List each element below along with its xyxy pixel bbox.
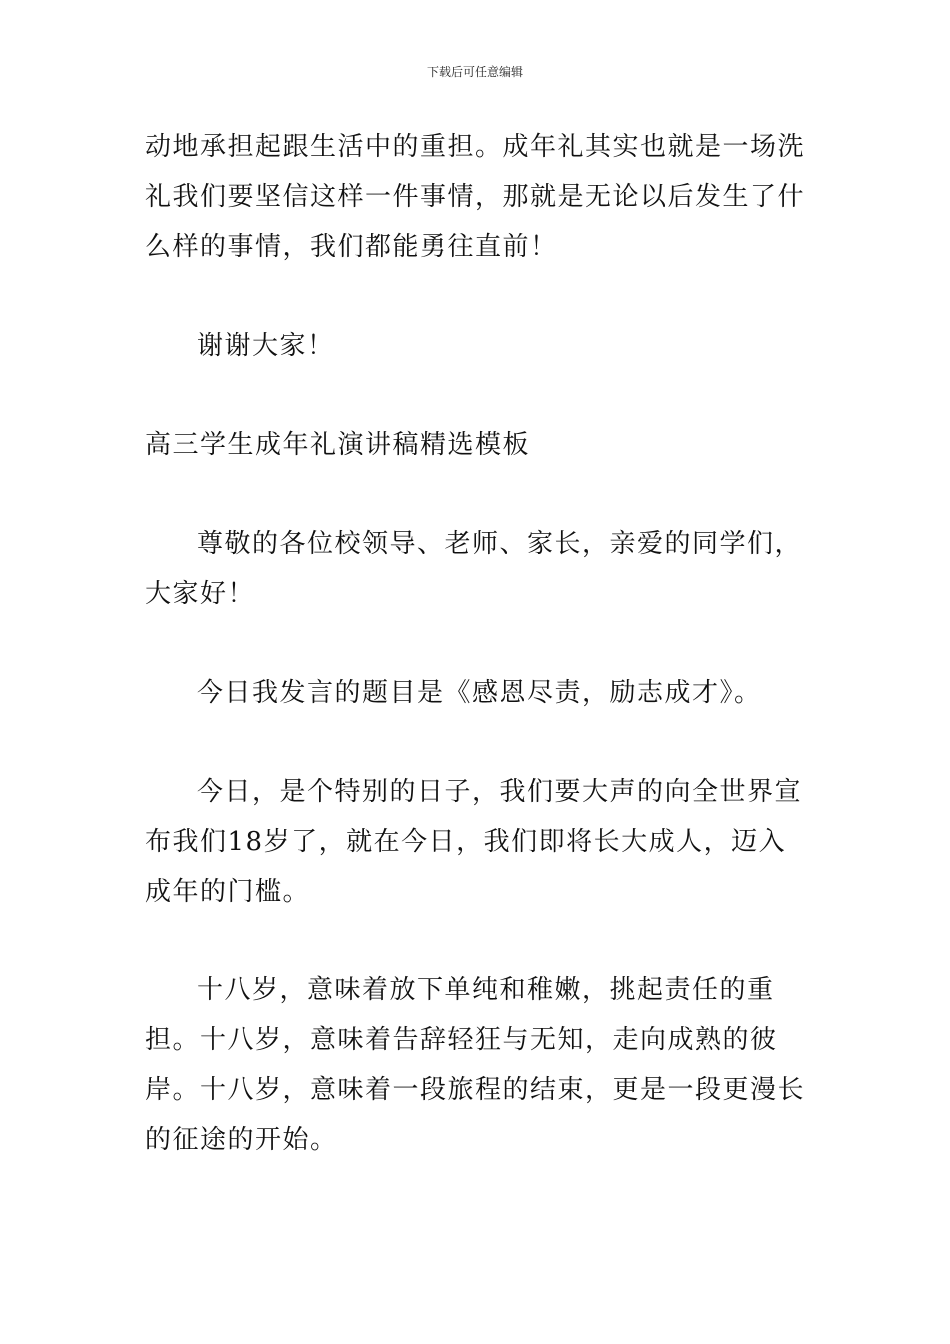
section-title: 高三学生成年礼演讲稿精选模板 [145, 430, 531, 460]
paragraph-today: 今日，是个特别的日子，我们要大声的向全世界宣布我们18岁了，就在今日，我们即将长大成人，迈入成年的门槛。 [145, 777, 803, 907]
paragraph-eighteen: 十八岁，意味着放下单纯和稚嫩，挑起责任的重担。十八岁，意味着告辞轻狂与无知，走向成熟的彼岸。十八岁，意味着一段旅程的结束，更是一段更漫长的征途的开始。 [145, 975, 806, 1155]
paragraph-greeting: 尊敬的各位校领导、老师、家长，亲爱的同学们，大家好！ [145, 529, 803, 609]
paragraph-continuation: 动地承担起跟生活中的重担。成年礼其实也就是一场洗礼我们要坚信这样一件事情，那就是无论以后发生了什么样的事情，我们都能勇往直前！ [145, 132, 806, 262]
document-body [145, 122, 810, 1165]
paragraph-topic: 今日我发言的题目是《感恩尽责，励志成才》。 [197, 678, 762, 708]
page-header: 下载后可任意编辑 [426, 65, 523, 79]
paragraph-thanks: 谢谢大家！ [197, 331, 335, 361]
